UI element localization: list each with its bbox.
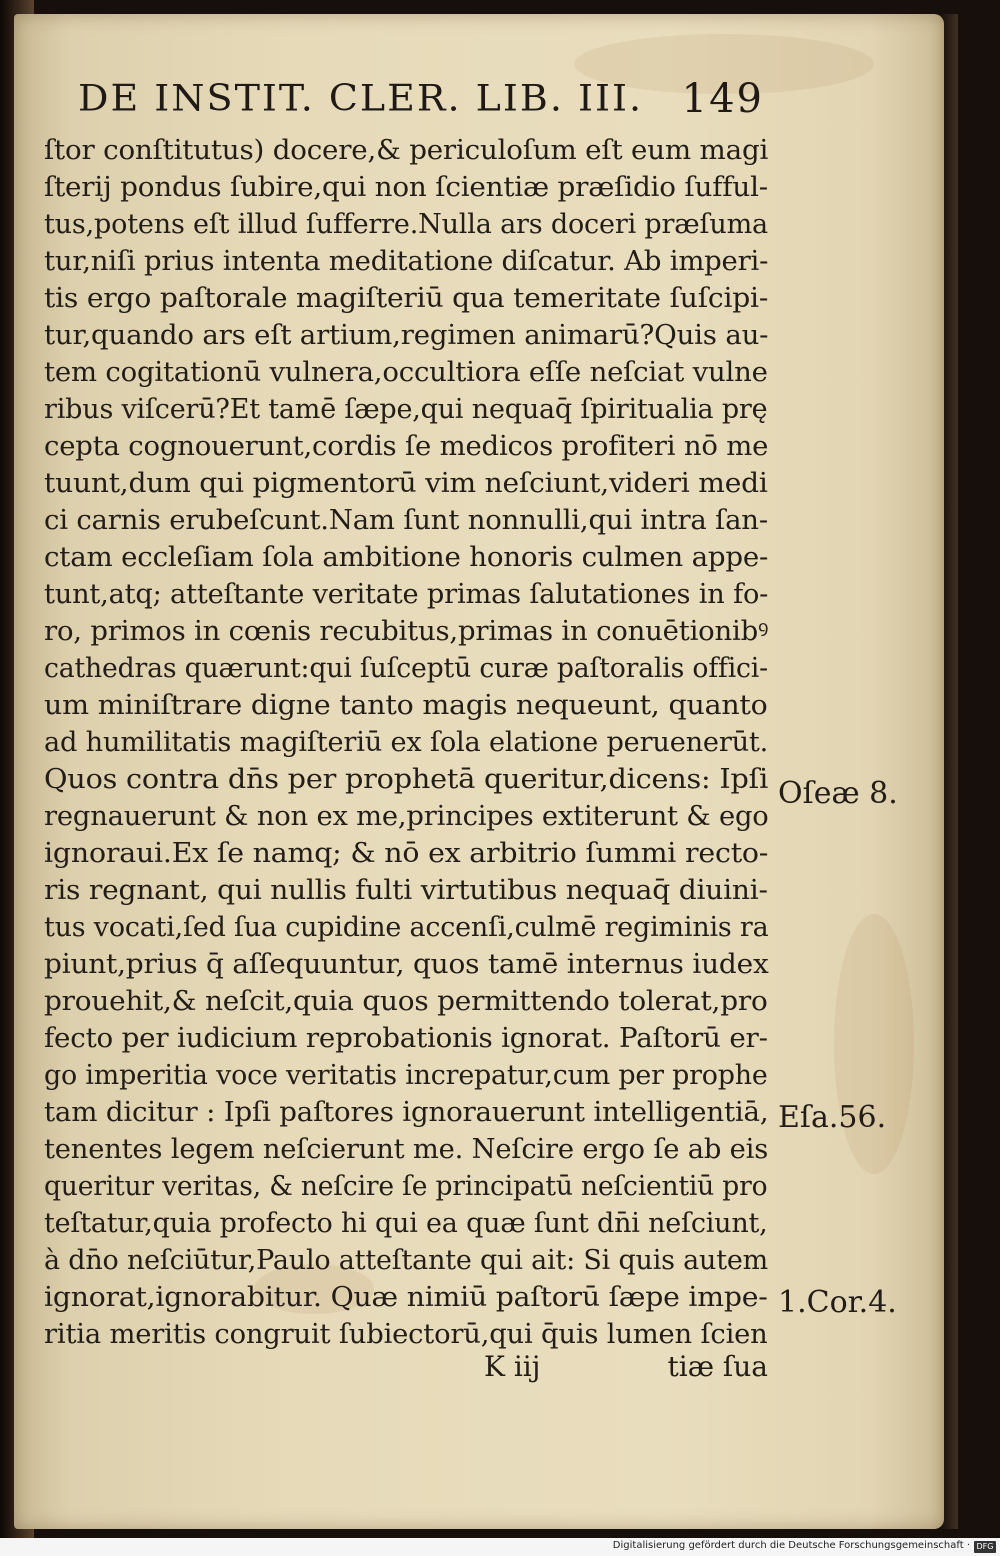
digitization-footer <box>0 1538 1000 1556</box>
text-line: queritur veritas, & neſcire ſe principatū neſcientiū pro <box>44 1170 768 1202</box>
text-line: fecto per iudicium reprobationis ignorat. Paſtorū er- <box>44 1022 768 1054</box>
text-line: ſtor conſtitutus) docere,& periculoſum eſt eum magi <box>44 134 769 166</box>
catchword: tiæ ſua <box>667 1350 768 1383</box>
text-line: ſterij pondus ſubire,qui non ſcientiæ præſidio ſufful- <box>44 171 768 203</box>
text-line: ignorat,ignorabitur. Quæ nimiū paſtorū ſæpe impe- <box>44 1281 768 1313</box>
text-line: ad humilitatis magiſteriū ex ſola elatione peruenerūt. <box>44 726 769 758</box>
text-line: cathedras quærunt:qui ſuſceptū curæ paſtoralis offici- <box>44 652 768 684</box>
text-line: tur,quando ars eſt artium,regimen animarū?Quis au- <box>44 319 769 351</box>
text-line: ro, primos in cœnis recubitus,primas in conuētionibꝰ <box>44 615 769 647</box>
main-text-block <box>44 132 774 1353</box>
text-line: ignoraui.Ex ſe namq; & nō ex arbitrio ſummi recto- <box>44 837 769 869</box>
text-line: ctam eccleſiam ſola ambitione honoris culmen appe- <box>44 541 769 573</box>
text-line: prouehit,& neſcit,quia quos permittendo tolerat,pro <box>44 985 768 1017</box>
text-line: teſtatur,quia profecto hi qui ea quæ ſunt dn̄i neſciunt, <box>44 1207 768 1239</box>
text-line: à dn̄o neſciūtur,Paulo atteſtante qui ait: Si quis autem <box>44 1244 769 1276</box>
text-line: tus vocati,ſed ſua cupidine accenſi,culmē regiminis ra <box>44 911 769 943</box>
signature-mark: K iij <box>484 1350 541 1383</box>
text-line: tunt,atq; atteſtante veritate primas ſalutationes in fo- <box>44 578 769 610</box>
text-line: tenentes legem neſcierunt me. Neſcire ergo ſe ab eis <box>44 1133 769 1165</box>
page-edge-shadow <box>940 14 958 1529</box>
text-line: ris regnant, qui nullis fulti virtutibus nequaq̄ diuini- <box>44 874 768 906</box>
text-line: ribus viſcerū?Et tamē ſæpe,qui nequaq̄ ſpiritualia prę <box>44 393 768 425</box>
funding-credit: Digitalisierung gefördert durch die Deutsche Forschungsgemeinschaft · <box>612 1540 970 1551</box>
marginal-note-hosea: Oſeæ 8. <box>778 776 898 811</box>
text-line: tuunt,dum qui pigmentorū vim neſciunt,videri medi <box>44 467 768 499</box>
dfg-logo-icon: DFG <box>974 1541 996 1553</box>
marginal-note-isaiah: Eſa.56. <box>778 1100 887 1135</box>
text-line: tis ergo paſtorale magiſteriū qua temeritate ſuſcipi- <box>44 282 769 314</box>
page-number: 149 <box>681 76 764 122</box>
page-header <box>78 76 768 124</box>
text-line: tam dicitur : Ipſi paſtores ignorauerunt intelligentiā, <box>44 1096 769 1128</box>
text-line: regnauerunt & non ex me,principes extiterunt & ego <box>44 800 769 832</box>
text-line: Quos contra dn̄s per prophetā queritur,dicens: Ipſi <box>44 763 769 795</box>
text-line: tur,niſi prius intenta meditatione diſcatur. Ab imperi- <box>44 245 769 277</box>
text-line: go imperitia voce veritatis increpatur,cum per prophe <box>44 1059 768 1091</box>
marginal-note-corinthians: 1.Cor.4. <box>778 1285 897 1320</box>
text-line: ritia meritis congruit ſubiectorū,qui q̄uis lumen ſcien <box>44 1318 768 1350</box>
paper-stain <box>834 914 914 1174</box>
text-line: piunt,prius q̄ aſſequuntur, quos tamē internus iudex <box>44 948 769 980</box>
catch-line <box>44 1350 774 1390</box>
text-line: um miniſtrare digne tanto magis nequeunt, quanto <box>44 689 768 721</box>
running-title: DE INSTIT. CLER. LIB. III. <box>78 77 644 119</box>
text-line: tem cogitationū vulnera,occultiora eſſe neſciat vulne <box>44 356 768 388</box>
text-line: tus,potens eſt illud ſufferre.Nulla ars doceri præſuma <box>44 208 768 240</box>
text-line: ci carnis erubeſcunt.Nam ſunt nonnulli,qui intra ſan- <box>44 504 768 536</box>
text-line: cepta cognouerunt,cordis ſe medicos profiteri nō me <box>44 430 769 462</box>
